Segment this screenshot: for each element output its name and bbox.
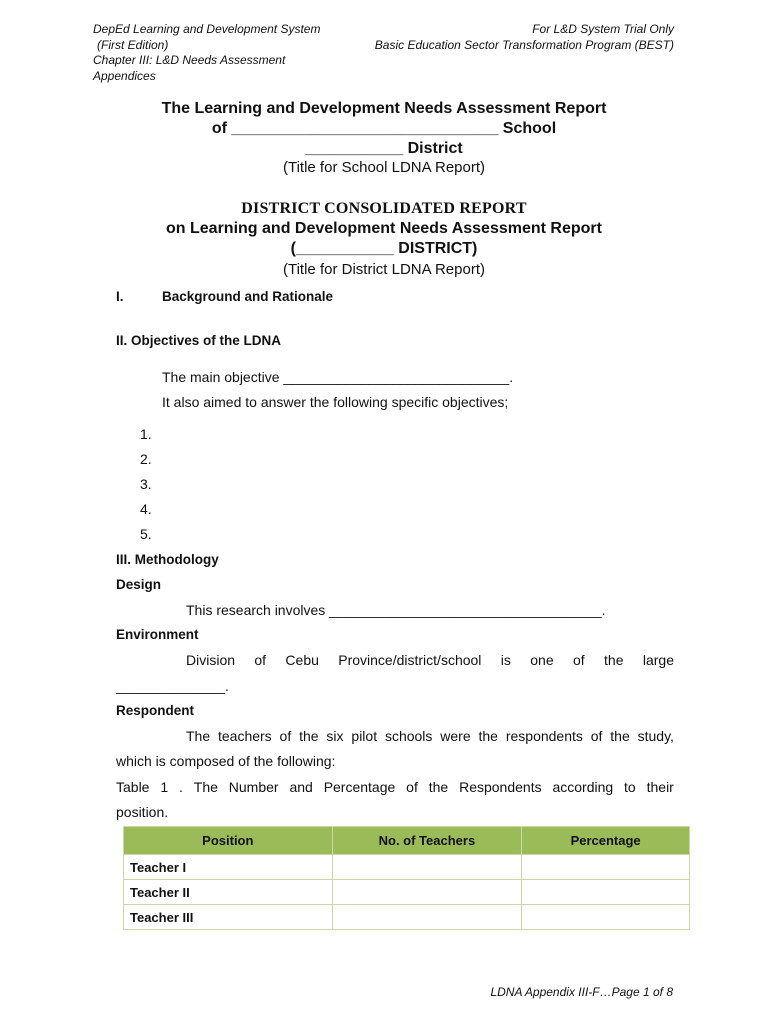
cell-position: Teacher III: [124, 905, 333, 930]
respondents-table: [123, 826, 690, 930]
design-text: This research involves ___________________________________.: [186, 602, 606, 618]
cell-percentage: [522, 880, 690, 905]
resp-word: were: [440, 728, 471, 744]
resp-word: of: [590, 728, 603, 744]
district-title-caption: (Title for District LDNA Report): [283, 261, 485, 278]
header-appendices: Appendices: [93, 68, 156, 83]
section1-number: I.: [116, 289, 124, 304]
resp-word: teachers: [217, 728, 272, 744]
resp-word: pilot: [351, 728, 378, 744]
header-edition: (First Edition): [97, 37, 169, 52]
env-word: Division: [186, 652, 236, 668]
env-word: the: [604, 652, 624, 668]
env-word: of: [572, 652, 585, 668]
cell-teachers: [332, 855, 522, 880]
caption-word: .: [179, 779, 183, 795]
header-no-of-teachers: No. of Teachers: [332, 827, 522, 855]
cell-percentage: [522, 905, 690, 930]
header-percentage: Percentage: [522, 827, 690, 855]
table-header-row: [124, 827, 690, 855]
caption-word: Respondents: [459, 779, 542, 795]
respondent-text-line2: which is composed of the following:: [116, 753, 336, 769]
objective-item-5: 5.: [140, 526, 152, 542]
env-word: of: [254, 652, 267, 668]
resp-word: the: [478, 728, 498, 744]
specific-objectives-intro: It also aimed to answer the following specific objectives;: [162, 394, 509, 410]
table-row: [124, 880, 690, 905]
objective-item-2: 2.: [140, 451, 152, 467]
respondent-heading: Respondent: [116, 703, 195, 718]
caption-word: 1: [160, 779, 169, 795]
caption-word: according: [552, 779, 614, 795]
district-title-line2: on Learning and Development Needs Assessment Report: [166, 220, 602, 237]
header-system-name: DepEd Learning and Development System: [93, 22, 321, 36]
caption-word: to: [624, 779, 636, 795]
header-program: Basic Education Sector Transformation Program (BEST): [374, 37, 674, 52]
cell-position: Teacher II: [124, 880, 333, 905]
env-word: is: [500, 652, 511, 668]
env-word: Province/district/school: [338, 652, 482, 668]
resp-word: the: [610, 728, 630, 744]
objective-item-4: 4.: [140, 501, 152, 517]
resp-word: respondents: [505, 728, 583, 744]
resp-word: the: [299, 728, 319, 744]
resp-word: of: [279, 728, 292, 744]
environment-heading: Environment: [116, 627, 199, 642]
design-heading: Design: [116, 577, 162, 592]
section3-title: III. Methodology: [116, 552, 219, 567]
school-title-line1: The Learning and Development Needs Assessment Report: [161, 100, 607, 117]
school-title-line3: ___________ District: [305, 140, 463, 157]
caption-word: Number: [228, 779, 279, 795]
environment-text-line2: ______________.: [116, 678, 229, 694]
resp-word: six: [326, 728, 344, 744]
header-right: [344, 22, 674, 53]
env-word: Cebu: [285, 652, 319, 668]
caption-word: Table: [116, 779, 150, 795]
header-trial-note: For L&D System Trial Only: [532, 22, 674, 36]
resp-word: The: [186, 728, 211, 744]
caption-word: their: [646, 779, 674, 795]
school-title-caption: (Title for School LDNA Report): [282, 159, 486, 176]
table-row: [124, 855, 690, 880]
cell-percentage: [522, 855, 690, 880]
school-title-line2: of ______________________________ School: [211, 120, 557, 137]
caption-word: and: [289, 779, 313, 795]
caption-word: of: [406, 779, 418, 795]
district-title-line1: DISTRICT CONSOLIDATED REPORT: [241, 200, 527, 217]
env-word: large: [642, 652, 674, 668]
district-title-line3: (___________ DISTRICT): [290, 240, 478, 257]
objective-item-3: 3.: [140, 476, 152, 492]
page-footer: LDNA Appendix III-F…Page 1 of 8: [490, 985, 673, 999]
cell-teachers: [332, 880, 522, 905]
section2-title: II. Objectives of the LDNA: [116, 333, 282, 348]
header-position: Position: [124, 827, 333, 855]
table-caption-line2: position.: [116, 804, 169, 820]
main-objective: The main objective _____________________________.: [162, 369, 514, 385]
env-word: one: [530, 652, 554, 668]
respondent-text-line1: [186, 728, 674, 744]
caption-word: Percentage: [323, 779, 396, 795]
section1-title: Background and Rationale: [162, 289, 334, 304]
caption-word: the: [428, 779, 449, 795]
environment-text-line1: [186, 652, 674, 668]
cell-position: Teacher I: [124, 855, 333, 880]
cell-teachers: [332, 905, 522, 930]
table-row: [124, 905, 690, 930]
table-caption-line1: [116, 779, 674, 795]
resp-word: study,: [637, 728, 674, 744]
header-chapter: Chapter III: L&D Needs Assessment: [93, 53, 286, 67]
objective-item-1: 1.: [140, 426, 152, 442]
resp-word: schools: [384, 728, 433, 744]
caption-word: The: [193, 779, 218, 795]
